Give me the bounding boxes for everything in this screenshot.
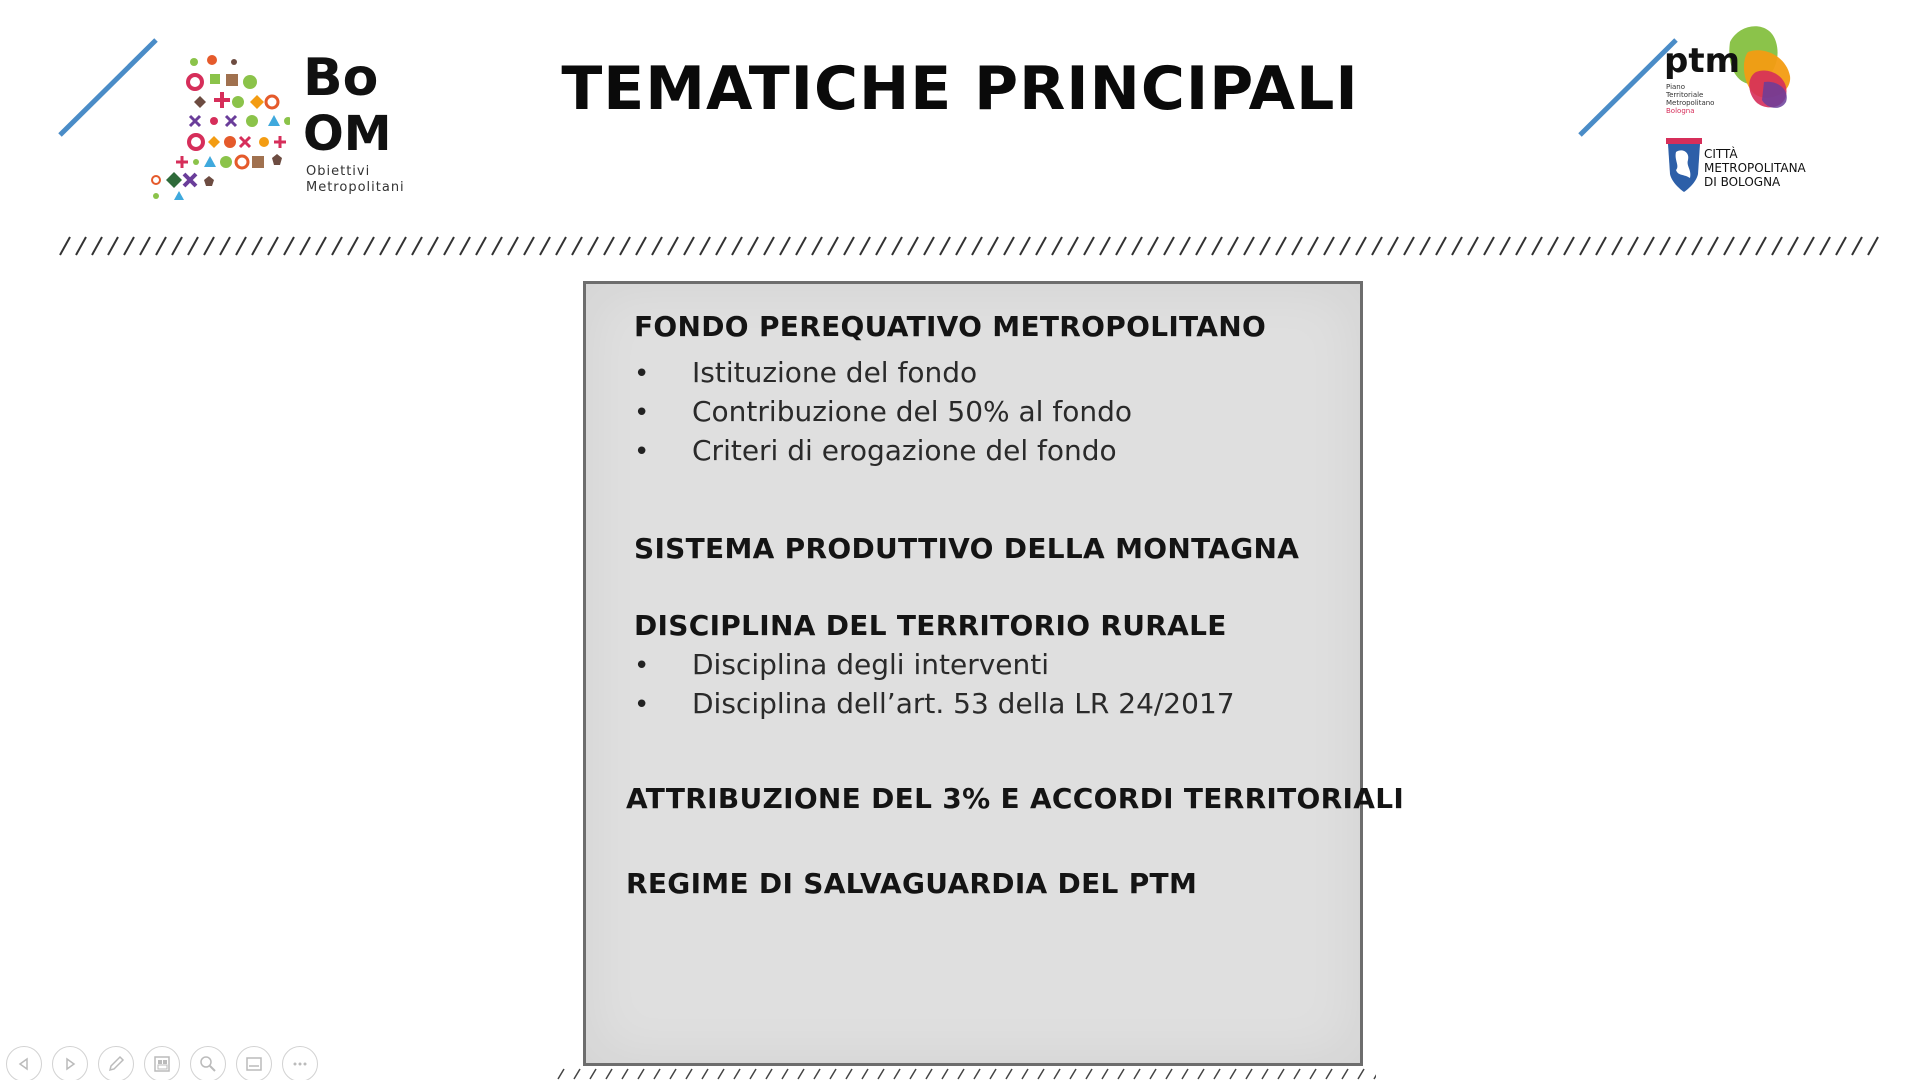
ptm-line2: Territoriale [1666,91,1704,99]
more-options-icon [291,1055,309,1073]
citta-line1: CITTÀ [1704,147,1738,161]
boom-subtitle-line2: Metropolitani [306,180,405,195]
bullet-icon: • [634,651,650,681]
subtitles-icon [245,1055,263,1073]
hatched-divider-bottom [556,1068,1376,1080]
boom-wordmark-top: Bo [303,48,379,108]
zoom-button[interactable] [190,1046,226,1080]
list-item-text: Disciplina dell’art. 53 della LR 24/2017 [692,687,1235,720]
list-item-text: Istituzione del fondo [692,356,978,389]
pen-tool-button[interactable] [98,1046,134,1080]
list-item-text: Disciplina degli interventi [692,648,1050,681]
pen-icon [107,1055,125,1073]
zoom-icon [199,1055,217,1073]
more-options-button[interactable] [282,1046,318,1080]
section-heading-regime: REGIME DI SALVAGUARDIA DEL PTM [626,867,1198,900]
bullet-icon: • [634,437,650,467]
list-item-text: Criteri di erogazione del fondo [692,434,1117,467]
section-heading-sistema-produttivo: SISTEMA PRODUTTIVO DELLA MONTAGNA [634,532,1300,565]
slides-grid-icon [153,1055,171,1073]
ptm-logo [1660,22,1800,122]
section-heading-fondo: FONDO PEREQUATIVO METROPOLITANO [634,310,1267,343]
bullet-icon: • [634,398,650,428]
boom-wordmark-bottom: OM [303,106,392,162]
section-heading-disciplina: DISCIPLINA DEL TERRITORIO RURALE [634,609,1227,642]
ptm-line4: Bologna [1666,107,1695,115]
next-slide-icon [62,1056,78,1072]
citta-line2: METROPOLITANA [1704,161,1806,175]
content-box [583,281,1405,1066]
next-slide-button[interactable] [52,1046,88,1080]
citta-metropolitana-logo [1662,132,1812,198]
ptm-wordmark: ptm [1664,41,1741,81]
section-heading-attribuzione: ATTRIBUZIONE DEL 3% E ACCORDI TERRITORIALI [626,782,1405,815]
citta-line3: DI BOLOGNA [1704,175,1781,189]
page-title: TEMATICHE PRINCIPALI [561,54,1359,124]
previous-slide-icon [16,1056,32,1072]
ptm-line1: Piano [1666,83,1686,91]
see-all-slides-button[interactable] [144,1046,180,1080]
presentation-toolbar [6,1046,318,1080]
bullet-icon: • [634,359,650,389]
hatched-divider-top [58,235,1880,257]
ptm-line3: Metropolitano [1666,99,1715,107]
boom-subtitle-line1: Obiettivi [306,164,371,179]
citta-metropolitana-crest-icon [1662,132,1706,194]
subtitles-button[interactable] [236,1046,272,1080]
list-item-text: Contribuzione del 50% al fondo [692,395,1132,428]
previous-slide-button[interactable] [6,1046,42,1080]
bullet-icon: • [634,690,650,720]
